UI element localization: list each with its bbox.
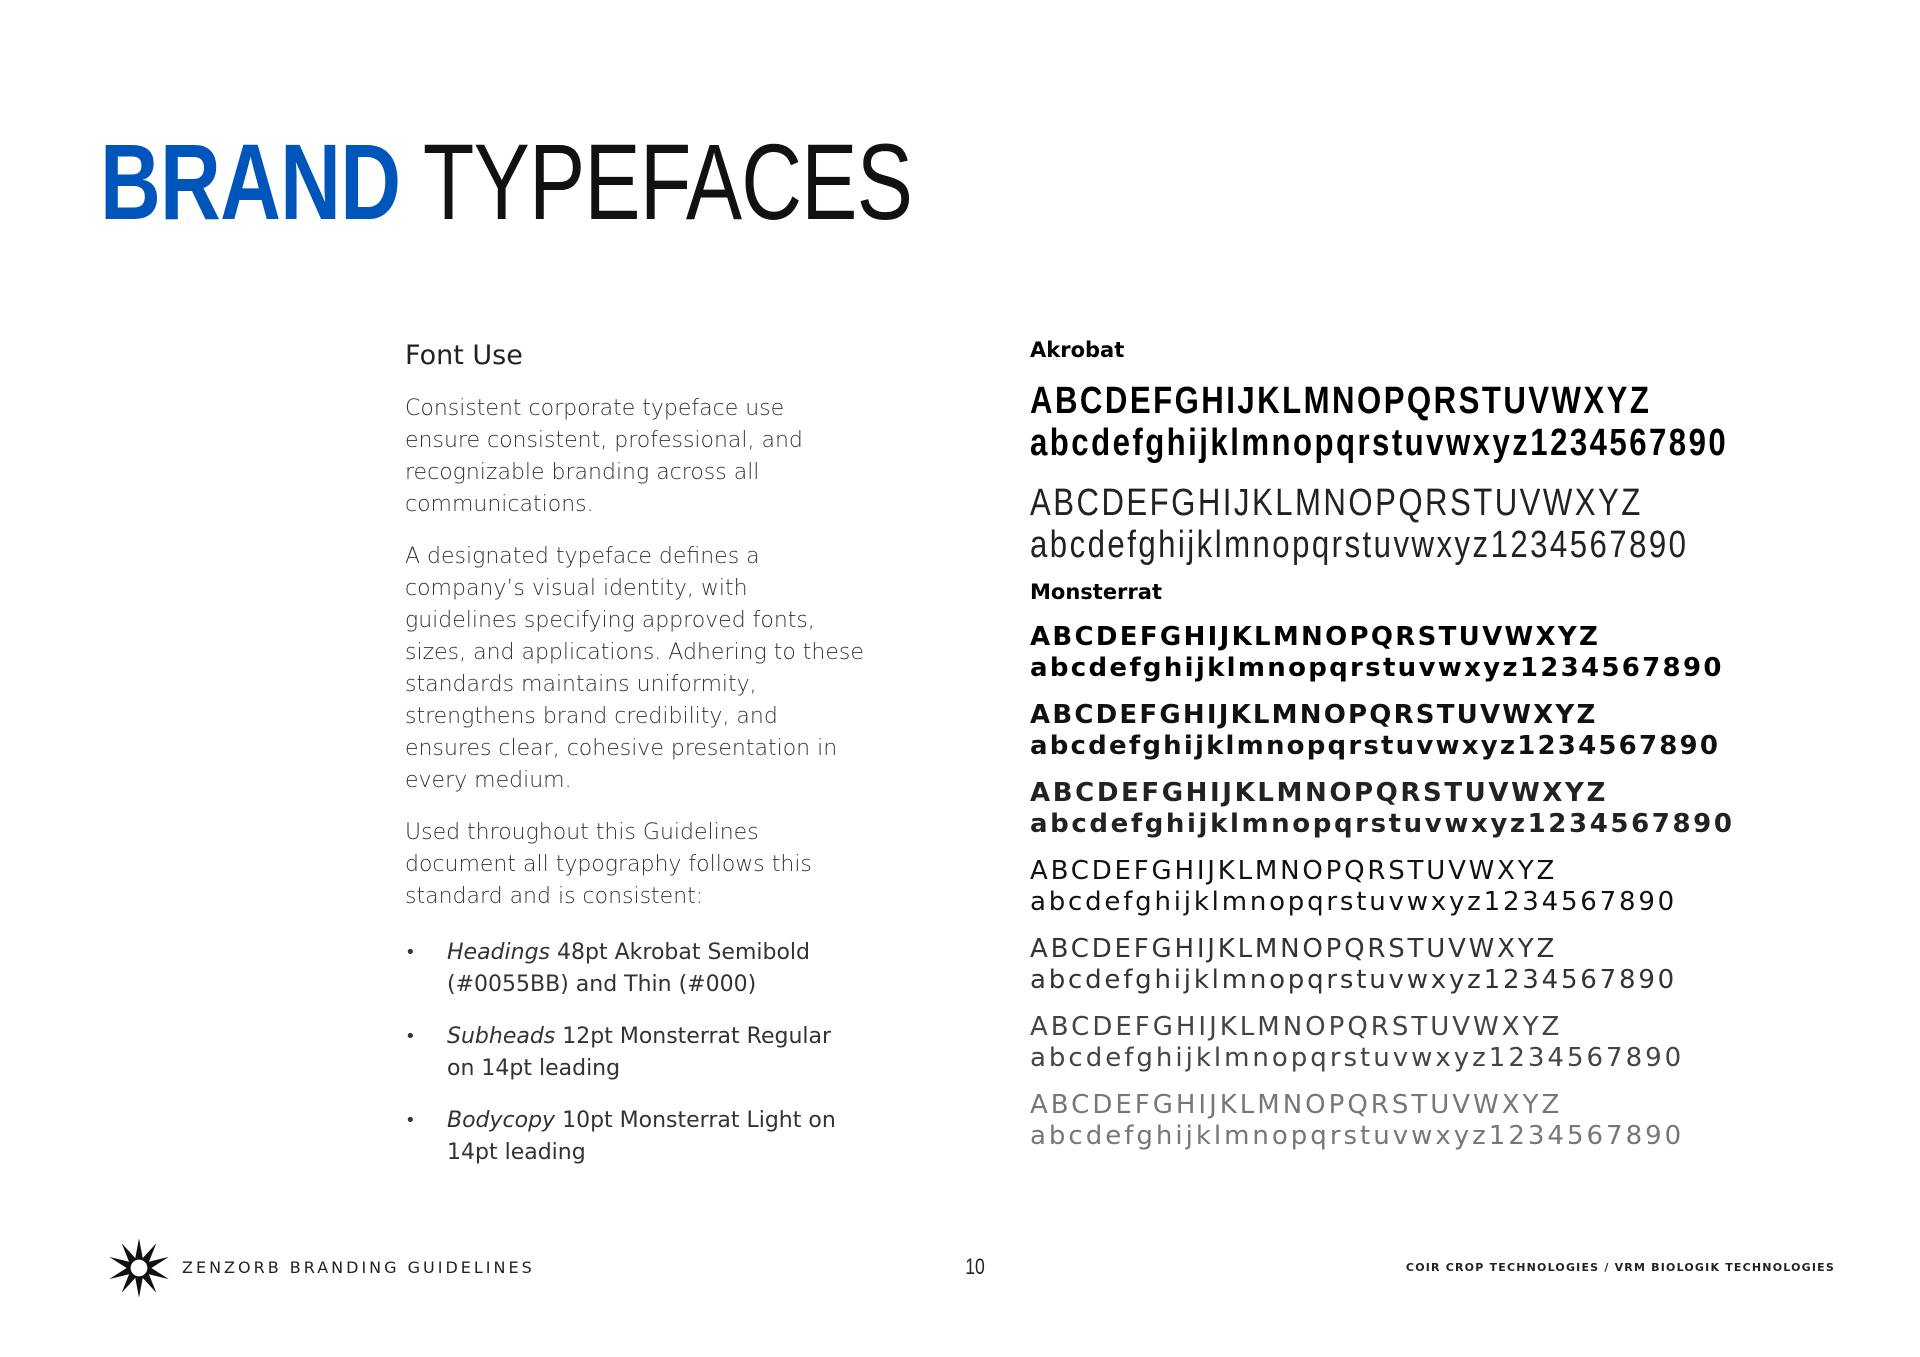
specimen-uppercase: ABCDEFGHIJKLMNOPQRSTUVWXYZ <box>1030 934 1558 964</box>
specimen-uppercase: ABCDEFGHIJKLMNOPQRSTUVWXYZ <box>1030 622 1601 652</box>
monsterrat-label: Monsterrat <box>1030 580 1162 604</box>
typography-spec-list <box>405 937 865 1169</box>
bullet: • <box>405 1026 416 1047</box>
spec-description: 12pt Monsterrat Regular on 14pt leading <box>447 1024 832 1081</box>
specimen-lowercase: abcdefghijklmnopqrstuvwxyz1234567890 <box>1030 965 1678 995</box>
starburst-logo-icon <box>108 1237 170 1299</box>
specimen-uppercase: ABCDEFGHIJKLMNOPQRSTUVWXYZ <box>1030 856 1558 886</box>
body-paragraph-1: Consistent corporate typeface use ensure consistent, professional, and recognizable branding across all communications. <box>405 396 803 517</box>
typeface-specimens <box>1030 338 1830 1152</box>
specimen-lowercase: abcdefghijklmnopqrstuvwxyz1234567890 <box>1030 1043 1685 1073</box>
spec-item-subheads <box>405 1021 865 1085</box>
akrobat-label: Akrobat <box>1030 338 1125 362</box>
specimen-uppercase: ABCDEFGHIJKLMNOPQRSTUVWXYZ <box>1030 380 1652 422</box>
monsterrat-bold-specimen <box>1030 700 1830 762</box>
footer-document-title: ZENZORB BRANDING GUIDELINES <box>182 1258 535 1277</box>
monsterrat-black-specimen <box>1030 622 1830 684</box>
page-title-bold: BRAND <box>100 121 401 242</box>
monsterrat-semibold-specimen <box>1030 778 1830 840</box>
monsterrat-thin-specimen <box>1030 1090 1830 1152</box>
specimen-lowercase: abcdefghijklmnopqrstuvwxyz1234567890 <box>1030 422 1729 464</box>
monsterrat-regular-specimen <box>1030 934 1830 996</box>
akrobat-semibold-specimen <box>1030 380 1729 464</box>
font-use-section <box>405 340 865 1189</box>
monsterrat-light-specimen <box>1030 1012 1830 1074</box>
specimen-uppercase: ABCDEFGHIJKLMNOPQRSTUVWXYZ <box>1030 778 1608 808</box>
spec-item-bodycopy <box>405 1105 865 1169</box>
font-use-heading: Font Use <box>405 340 523 371</box>
footer-company-names: COIR CROP TECHNOLOGIES / VRM BIOLOGIK TECHNOLOGIES <box>1405 1261 1835 1274</box>
specimen-lowercase: abcdefghijklmnopqrstuvwxyz1234567890 <box>1030 731 1721 761</box>
specimen-lowercase: abcdefghijklmnopqrstuvwxyz1234567890 <box>1030 809 1735 839</box>
spec-term: Headings <box>447 940 551 965</box>
akrobat-thin-specimen <box>1030 482 1689 566</box>
monsterrat-medium-specimen <box>1030 856 1830 918</box>
spec-description: 10pt Monsterrat Light on 14pt leading <box>447 1108 836 1165</box>
spec-term: Subheads <box>447 1024 556 1049</box>
spec-term: Bodycopy <box>447 1108 556 1133</box>
specimen-uppercase: ABCDEFGHIJKLMNOPQRSTUVWXYZ <box>1030 1012 1563 1042</box>
bullet: • <box>405 1110 416 1131</box>
specimen-lowercase: abcdefghijklmnopqrstuvwxyz1234567890 <box>1030 524 1689 566</box>
spec-description: 48pt Akrobat Semibold (#0055BB) and Thin (#000) <box>447 940 811 997</box>
specimen-uppercase: ABCDEFGHIJKLMNOPQRSTUVWXYZ <box>1030 1090 1563 1120</box>
body-paragraph-3: Used throughout this Guidelines document all typography follows this standard and is consistent: <box>405 820 812 909</box>
bullet: • <box>405 942 416 963</box>
specimen-uppercase: ABCDEFGHIJKLMNOPQRSTUVWXYZ <box>1030 700 1598 730</box>
spec-item-headings <box>405 937 865 1001</box>
specimen-lowercase: abcdefghijklmnopqrstuvwxyz1234567890 <box>1030 887 1678 917</box>
page-title <box>100 121 913 242</box>
page-number: 10 <box>965 1254 985 1279</box>
body-paragraph-2: A designated typeface defines a company’s visual identity, with guidelines specifying approved fonts, sizes, and applications. Adhering to these standards maintains uniformity, strengthens brand credibility, and ensures clear, cohesive presentation in every medium. <box>405 544 864 793</box>
specimen-lowercase: abcdefghijklmnopqrstuvwxyz1234567890 <box>1030 1121 1685 1151</box>
specimen-uppercase: ABCDEFGHIJKLMNOPQRSTUVWXYZ <box>1030 482 1643 524</box>
page-title-thin: TYPEFACES <box>422 121 913 242</box>
specimen-lowercase: abcdefghijklmnopqrstuvwxyz1234567890 <box>1030 653 1724 683</box>
